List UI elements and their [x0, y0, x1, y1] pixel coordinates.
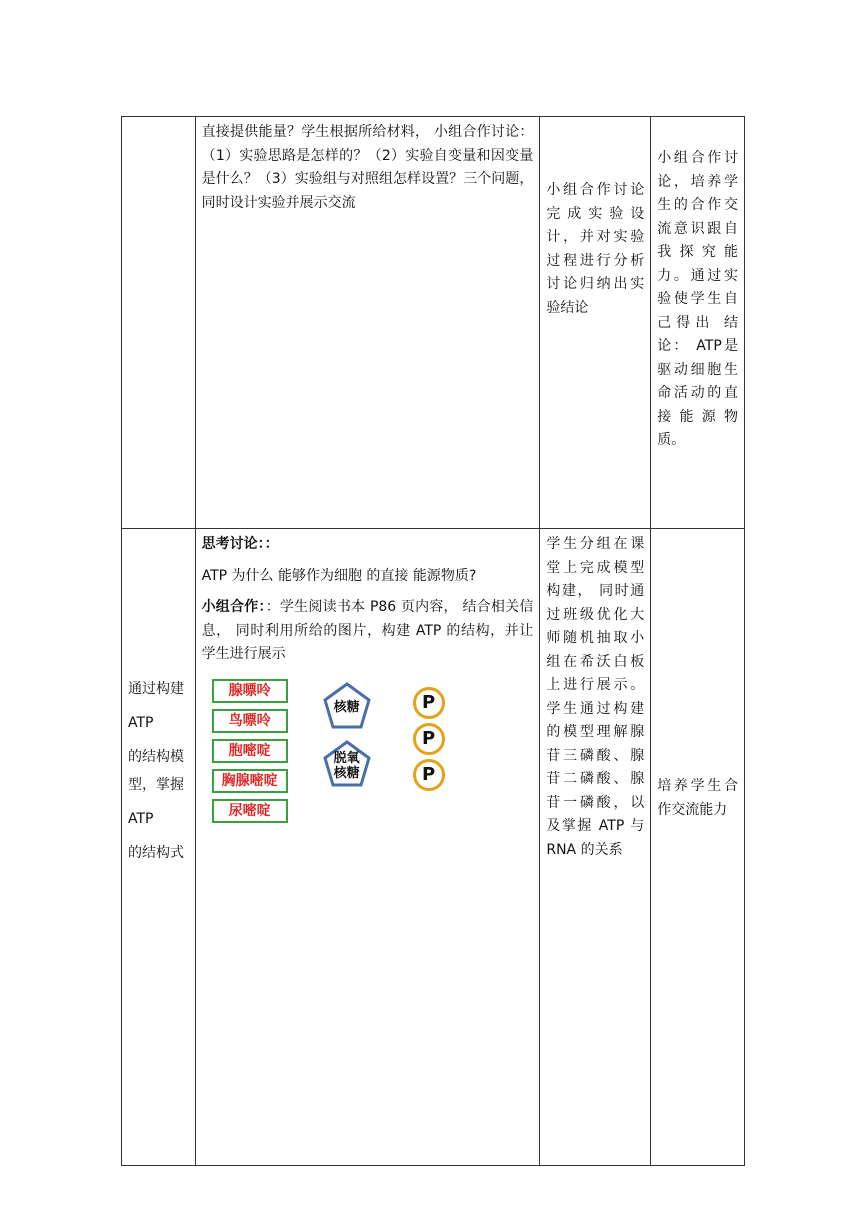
table-row: [122, 117, 745, 529]
phosphate-icon: P: [413, 687, 445, 719]
base-card: 尿嘧啶: [212, 799, 288, 823]
base-card: 胞嘧啶: [212, 739, 288, 763]
base-card: 胸腺嘧啶: [212, 769, 288, 793]
stage-line: ATP: [128, 811, 154, 827]
row1-teacher-activity: 直接提供能量？学生根据所给材料， 小组合作讨论：（1）实验思路是怎样的？（2）实验自变量和因变量是什么？（3）实验组与对照组怎样设置？三个问题， 同时设计实验并展示交流: [195, 117, 540, 529]
phosphate-icon: P: [413, 759, 445, 791]
stage-line: 通过构建: [128, 681, 184, 697]
group-task-heading: 小组合作：: [201, 599, 266, 615]
phosphate-icon: P: [413, 723, 445, 755]
group-task: [202, 596, 534, 667]
row2-student-activity: 学生分组在课堂上完成模型构建， 同时通过班级优化大师随机抽取小组在希沃白板上进行展示。学生通过构建的模型理解腺苷三磷酸、腺苷二磷酸、腺苷一磷酸，以及掌握 ATP 与 RNA 的关系: [540, 529, 651, 1166]
deoxyribose-label-line1: 脱氧: [333, 750, 360, 766]
row1-student-activity: 小组合作讨论完成实验设计，并对实验过程进行分析讨论归纳出实验结论: [540, 117, 651, 529]
discussion-heading: 思考讨论：：: [201, 536, 279, 552]
row1-design-intent: 小组合作讨论，培养学生的合作交流意识跟自我探究能力。通过实验使学生自己得出 结论： ATP是驱动细胞生命活动的直接能源物质。: [651, 117, 745, 529]
atp-components-figure: [202, 675, 534, 825]
base-card: 鸟嘌呤: [212, 709, 288, 733]
stage-line: 的结构式: [128, 845, 184, 861]
discussion-question: ATP 为什么 能够作为细胞 的直接 能源物质?: [201, 567, 477, 584]
deoxyribose-label: [322, 751, 372, 781]
group-task-text: ：学生阅读书本 P86 页内容， 结合相关信息， 同时利用所给的图片，构建 ATP 的结构，并让学生进行展示: [201, 599, 534, 662]
base-card: 腺嘌呤: [212, 679, 288, 703]
stage-line: 的结构模型，掌握: [128, 749, 184, 793]
stage-line: ATP: [128, 715, 154, 731]
ribose-label: 核糖: [333, 699, 360, 715]
deoxyribose-label-line2: 核糖: [333, 765, 360, 781]
table-row: [122, 529, 745, 1166]
lesson-plan-table: [121, 116, 745, 1166]
row1-stage-cell: [122, 117, 196, 529]
row2-design-intent: 培养学生合作交流能力: [651, 529, 745, 1166]
row2-teacher-activity: [195, 529, 540, 1166]
row2-stage-cell: [122, 529, 196, 1166]
